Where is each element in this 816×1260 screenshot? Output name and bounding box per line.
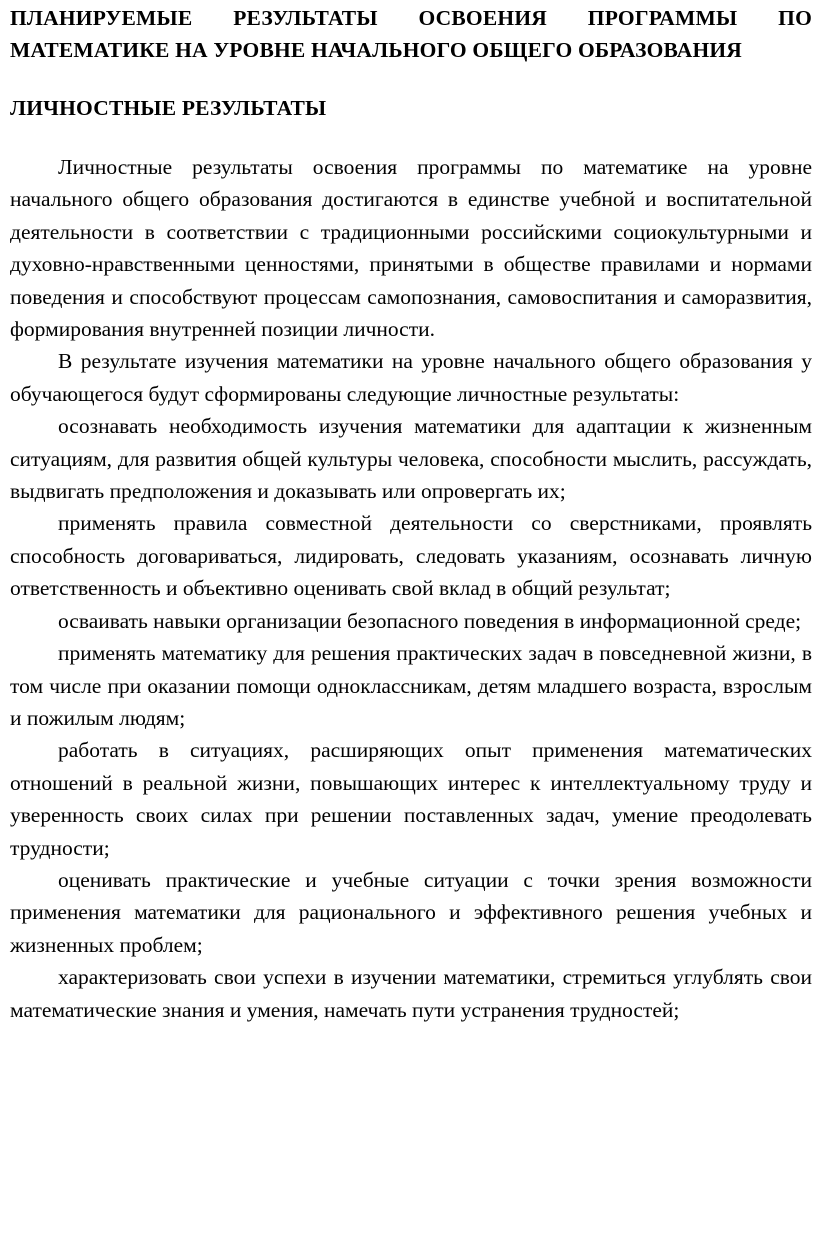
result-item: осваивать навыки организации безопасного поведения в информационной среде;	[58, 608, 802, 633]
result-item: применять математику для решения практических задач в повседневной жизни, в том числе при оказании помощи одноклассникам, детям младшего возраста, взрослым и пожилым людям;	[10, 641, 812, 730]
intro-paragraph: Личностные результаты освоения программы по математике на уровне начального общего образования достигаются в единстве учебной и воспитательной деятельности в соответствии с традиционными российскими социокультурными и духовно-нравственными ценностями, принятыми в обществе правилами и нормами поведения и способствуют процессам самопознания, самовоспитания и саморазвития, формирования внутренней позиции личности.	[10, 155, 812, 342]
result-item: применять правила совместной деятельности со сверстниками, проявлять способность договариваться, лидировать, следовать указаниям, осознавать личную ответственность и объективно оценивать свой вклад в общий результат;	[10, 511, 812, 601]
result-item: работать в ситуациях, расширяющих опыт применения математических отношений в реальной жизни, повышающих интерес к интеллектуальному труду и уверенность своих силах при решении поставленных задач, умение преодолевать трудности;	[10, 738, 812, 860]
result-item: осознавать необходимость изучения математики для адаптации к жизненным ситуациям, для развития общей культуры человека, способности мыслить, рассуждать, выдвигать предположения и доказывать или опровергать их;	[10, 414, 812, 504]
result-item: оценивать практические и учебные ситуации с точки зрения возможности применения математики для рационального и эффективного решения учебных и жизненных проблем;	[10, 867, 812, 957]
document-title: ПЛАНИРУЕМЫЕ РЕЗУЛЬТАТЫ ОСВОЕНИЯ ПРОГРАММЫ ПО МАТЕМАТИКЕ НА УРОВНЕ НАЧАЛЬНОГО ОБЩЕГО ОБРАЗОВАНИЯ	[10, 6, 812, 62]
results-intro-paragraph: В результате изучения математики на уровне начального общего образования у обучающегося будут сформированы следующие личностные результаты:	[10, 349, 812, 406]
body-text	[10, 151, 812, 1026]
result-item: характеризовать свои успехи в изучении математики, стремиться углублять свои математические знания и умения, намечать пути устранения трудностей;	[10, 965, 812, 1022]
section-title: ЛИЧНОСТНЫЕ РЕЗУЛЬТАТЫ	[10, 96, 327, 120]
document-page	[10, 0, 812, 1026]
